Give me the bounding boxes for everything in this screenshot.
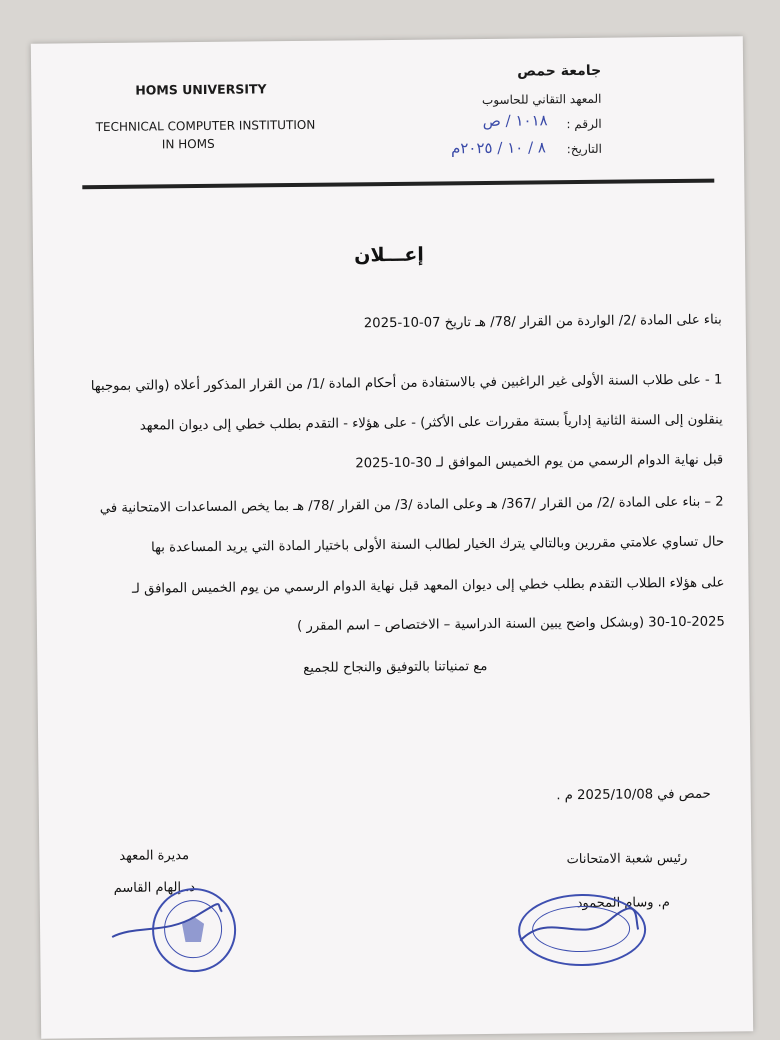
date-value: ٨ / ١٠ / ٢٠٢٥م	[450, 138, 547, 158]
item1-line2: ينقلون إلى السنة الثانية إدارياً بستة مقررات على الأكثر) - على هؤلاء - التقدم بطلب خطي إلى ديوان المعهد	[139, 412, 723, 434]
item2-line2: حال تساوي علامتي مقررين وبالتالي يترك الخيار لطالب السنة الأولى باختيار المادة التي يريد المساعدة بها	[151, 534, 725, 556]
ref-label: الرقم :	[566, 116, 602, 132]
right-signature-scribble	[510, 899, 641, 950]
ref-value: ١٠١٨ / ص	[482, 111, 548, 131]
place-date: حمص في 2025/10/08 م .	[556, 786, 711, 804]
item1-line1: 1 - على طلاب السنة الأولى غير الراغبين في بالاستفادة من أحكام المادة /1/ من القرار المذكور أعلاه (والتي بموجبها	[90, 372, 723, 395]
signer-right-title: رئيس شعبة الامتحانات	[566, 850, 688, 868]
signer-left-name: د. إلهام القاسم	[113, 880, 196, 896]
closing-line: مع تمنياتنا بالتوفيق والنجاح للجميع	[303, 659, 488, 676]
item2-line4: 30-10-2025 (وبشكل واضح يبين السنة الدراسية – الاختصاص – اسم المقرر )	[297, 614, 725, 634]
en-university-name: HOMS UNIVERSITY	[135, 81, 267, 98]
ar-institute-name: المعهد التقاني للحاسوب	[481, 91, 602, 108]
document-page	[31, 36, 753, 1038]
left-signature-scribble	[106, 894, 227, 945]
item2-line3: على هؤلاء الطلاب التقدم بطلب خطي إلى ديوان المعهد قبل نهاية الدوام الرسمي من يوم الخميس الموافق لـ	[131, 575, 725, 597]
en-institute-line1: TECHNICAL COMPUTER INSTITUTION	[95, 117, 316, 135]
header-divider	[82, 179, 714, 190]
item2-line1: 2 – بناء على المادة /2/ من القرار /367/ هـ وعلى المادة /3/ من القرار /78/ هـ بما يخص المساعدات الامتحانية في	[99, 494, 724, 517]
item1-line3: قبل نهاية الدوام الرسمي من يوم الخميس الموافق لـ 30-10-2025	[355, 452, 724, 472]
announcement-title: إعـــلان	[354, 243, 424, 267]
intro-line: بناء على المادة /2/ الواردة من القرار /78/ هـ تاريخ 07-10-2025	[363, 312, 722, 332]
signer-right-name: م. وسام المحمود	[576, 895, 670, 912]
date-label: التاريخ:	[566, 141, 603, 157]
ar-university-name: جامعة حمص	[517, 62, 602, 80]
en-institute-line2: IN HOMS	[161, 136, 215, 152]
signer-left-title: مديرة المعهد	[119, 848, 190, 864]
